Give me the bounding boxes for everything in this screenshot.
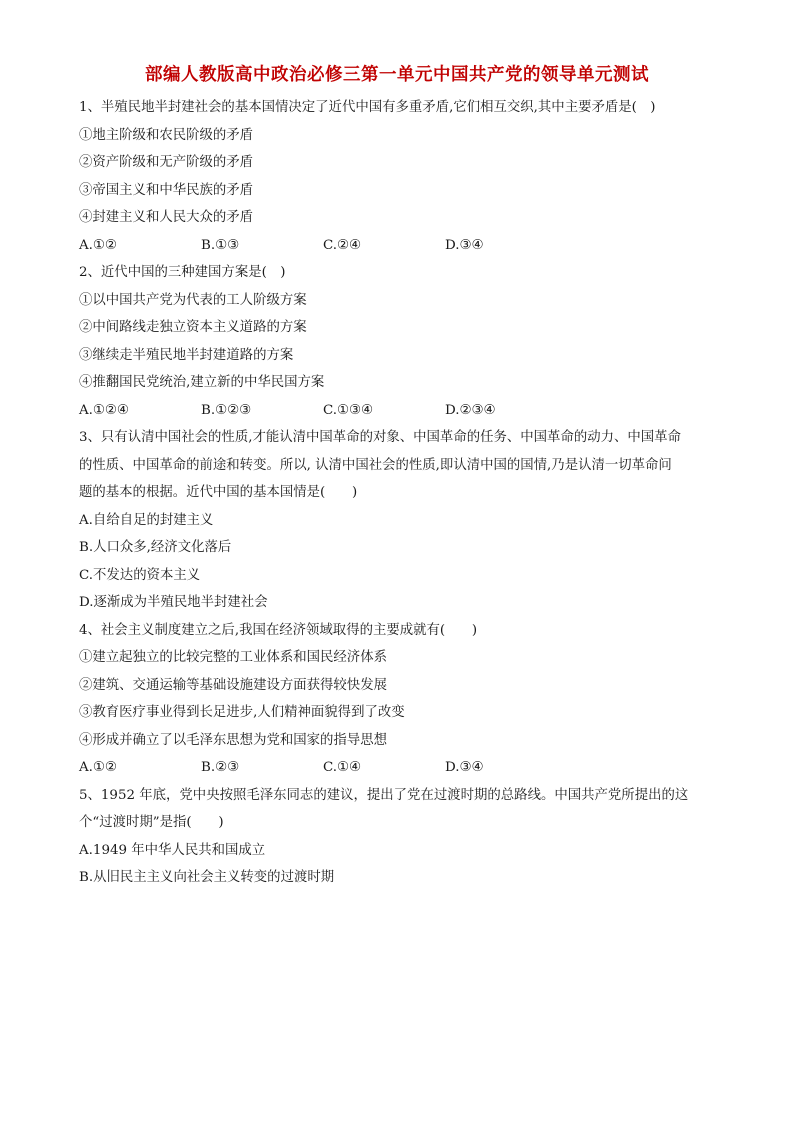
question-stem-line: 3、只有认清中国社会的性质,才能认清中国革命的对象、中国革命的任务、中国革命的动力、中国革命: [79, 430, 681, 445]
question-item: ④封建主义和人民大众的矛盾: [79, 210, 254, 225]
option-b: B.②③: [201, 760, 240, 775]
question-item: ①地主阶级和农民阶级的矛盾: [79, 127, 254, 143]
option-a: A.①②: [79, 760, 117, 775]
option-c: C.①④: [323, 760, 362, 775]
answer-options: [79, 232, 719, 260]
answer-options: [79, 397, 719, 425]
option-b: B.①②③: [201, 402, 252, 418]
question-stem-line: 题的基本的根据。近代中国的基本国情是( ): [79, 485, 358, 500]
option-c: C.①③④: [323, 402, 374, 418]
question-1: [79, 94, 719, 259]
question-item: ③教育医疗事业得到长足进步,人们精神面貌得到了改变: [79, 705, 405, 720]
question-item: ④推翻国民党统治,建立新的中华民国方案: [79, 375, 325, 390]
answer-options: [79, 754, 719, 782]
question-stem: 4、社会主义制度建立之后,我国在经济领域取得的主要成就有( ): [79, 622, 478, 638]
question-item: ②资产阶级和无产阶级的矛盾: [79, 155, 254, 170]
question-stem: 1、半殖民地半封建社会的基本国情决定了近代中国有多重矛盾,它们相互交织,其中主要矛盾是( ): [79, 100, 656, 115]
option-a: A.①②④: [79, 402, 129, 418]
option-d: D.②③④: [445, 402, 496, 418]
question-item: ①以中国共产党为代表的工人阶级方案: [79, 292, 307, 308]
question-item: ③继续走半殖民地半封建道路的方案: [79, 347, 294, 363]
page-title: 部编人教版高中政治必修三第一单元中国共产党的领导单元测试: [145, 65, 649, 85]
question-stem: 2、近代中国的三种建国方案是( ): [79, 265, 286, 280]
question-4: [79, 617, 719, 782]
option-a: A.1949 年中华人民共和国成立: [79, 842, 266, 858]
option-a: A.①②: [79, 237, 117, 253]
question-3: [79, 424, 719, 617]
question-item: ①建立起独立的比较完整的工业体系和国民经济体系: [79, 650, 387, 665]
option-d: D.逐渐成为半殖民地半封建社会: [79, 595, 268, 610]
question-item: ④形成并确立了以毛泽东思想为党和国家的指导思想: [79, 732, 387, 748]
question-item: ③帝国主义和中华民族的矛盾: [79, 182, 254, 198]
question-stem-line: 个“过渡时期”是指( ): [79, 815, 224, 830]
option-d: D.③④: [445, 760, 484, 775]
option-b: B.①③: [201, 237, 240, 253]
option-b: B.从旧民主主义向社会主义转变的过渡时期: [79, 870, 335, 885]
question-5: [79, 782, 719, 892]
question-item: ②中间路线走独立资本主义道路的方案: [79, 320, 307, 335]
option-a: A.自给自足的封建主义: [79, 512, 214, 528]
question-2: [79, 259, 719, 424]
option-d: D.③④: [445, 237, 484, 253]
question-list: [79, 94, 719, 892]
question-stem-line: 5、1952 年底，党中央按照毛泽东同志的建议，提出了党在过渡时期的总路线。中国共产党所提出的这: [79, 787, 689, 803]
question-stem-line: 的性质、中国革命的前途和转变。所以, 认清中国社会的性质,即认清中国的国情,乃是认清一切革命问: [79, 457, 672, 473]
option-b: B.人口众多,经济文化落后: [79, 540, 232, 555]
question-item: ②建筑、交通运输等基础设施建设方面获得较快发展: [79, 677, 387, 693]
option-c: C.不发达的资本主义: [79, 567, 201, 583]
option-c: C.②④: [323, 237, 362, 253]
